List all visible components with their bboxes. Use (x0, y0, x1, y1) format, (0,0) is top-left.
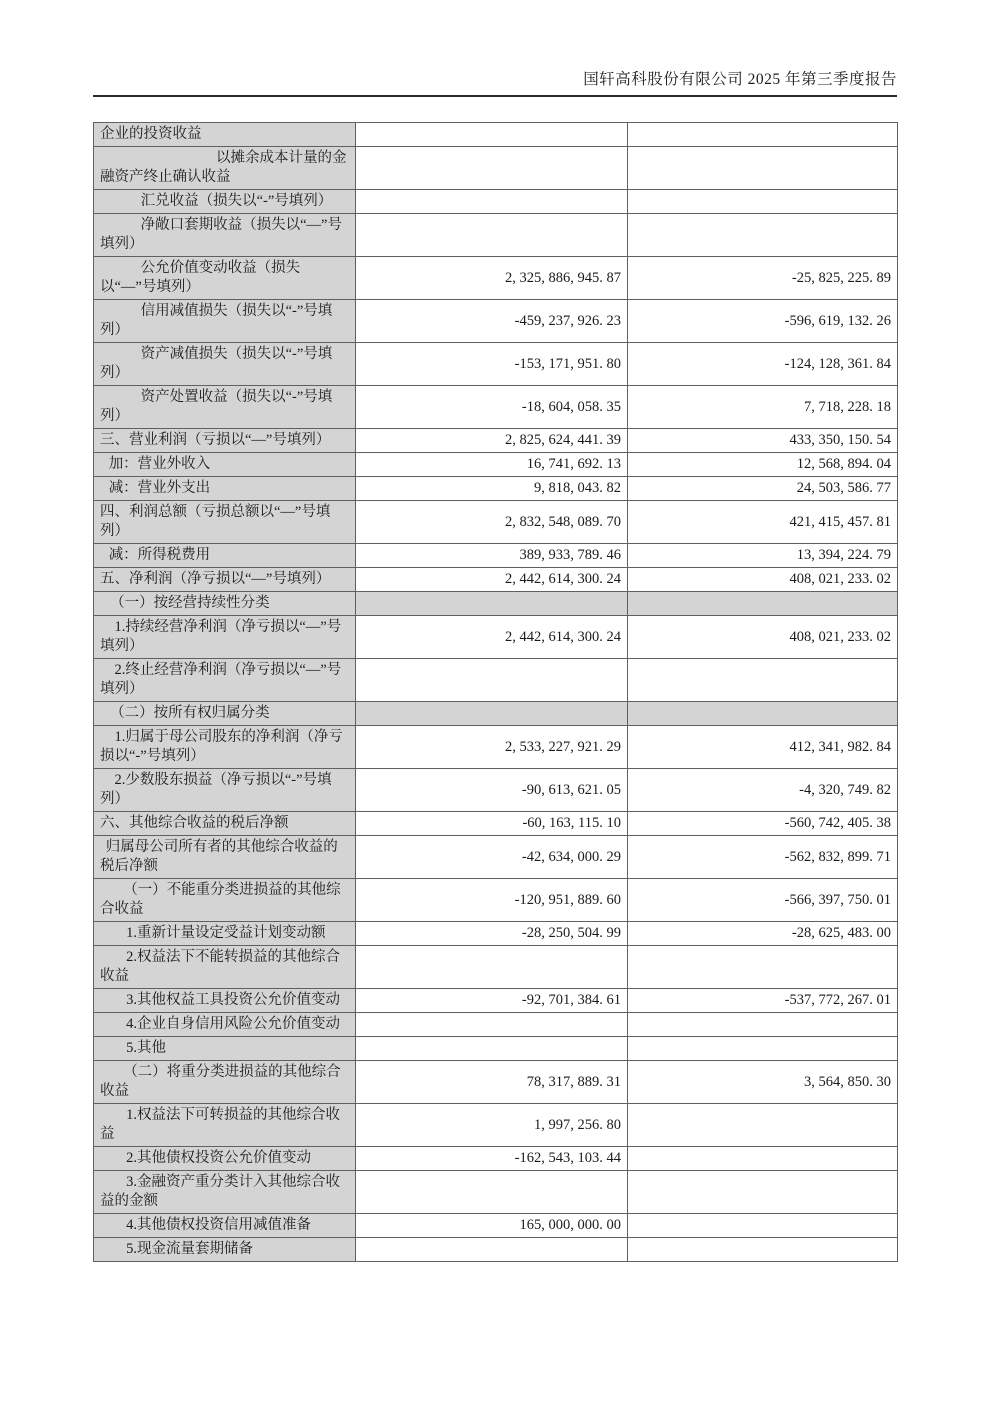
row-value-prior-period (628, 1037, 898, 1061)
row-value-current-period: -92, 701, 384. 61 (356, 989, 628, 1013)
row-value-current-period (356, 702, 628, 726)
row-value-current-period (356, 147, 628, 190)
table-row (94, 147, 898, 190)
row-label: 4.企业自身信用风险公允价值变动 (94, 1013, 356, 1037)
row-label: 减：所得税费用 (94, 544, 356, 568)
row-label: （一）按经营持续性分类 (94, 592, 356, 616)
report-header-title: 国轩高科股份有限公司 2025 年第三季度报告 (93, 70, 897, 97)
row-label: 5.其他 (94, 1037, 356, 1061)
row-label: （一）不能重分类进损益的其他综合收益 (94, 879, 356, 922)
row-label: 以摊余成本计量的金融资产终止确认收益 (94, 147, 356, 190)
table-row (94, 836, 898, 879)
row-value-current-period: 2, 442, 614, 300. 24 (356, 616, 628, 659)
row-value-prior-period: 7, 718, 228. 18 (628, 386, 898, 429)
row-value-current-period (356, 1171, 628, 1214)
row-value-current-period: 78, 317, 889. 31 (356, 1061, 628, 1104)
table-row (94, 946, 898, 989)
row-label: 净敞口套期收益（损失以“—”号填列） (94, 214, 356, 257)
table-row (94, 1037, 898, 1061)
row-value-current-period (356, 946, 628, 989)
row-value-prior-period: 433, 350, 150. 54 (628, 429, 898, 453)
table-row (94, 453, 898, 477)
row-label: 1.归属于母公司股东的净利润（净亏损以“-”号填列） (94, 726, 356, 769)
row-value-current-period: -459, 237, 926. 23 (356, 300, 628, 343)
row-value-current-period: 165, 000, 000. 00 (356, 1214, 628, 1238)
row-label: 信用减值损失（损失以“-”号填列） (94, 300, 356, 343)
row-value-current-period (356, 123, 628, 147)
table-row (94, 812, 898, 836)
table-row (94, 343, 898, 386)
row-value-current-period: 2, 325, 886, 945. 87 (356, 257, 628, 300)
row-label: 资产处置收益（损失以“-”号填列） (94, 386, 356, 429)
row-value-prior-period: -28, 625, 483. 00 (628, 922, 898, 946)
row-value-prior-period (628, 1147, 898, 1171)
table-row (94, 429, 898, 453)
table-row (94, 922, 898, 946)
row-value-prior-period: -562, 832, 899. 71 (628, 836, 898, 879)
row-label: 2.终止经营净利润（净亏损以“—”号填列） (94, 659, 356, 702)
row-label: 3.其他权益工具投资公允价值变动 (94, 989, 356, 1013)
row-label: 2.其他债权投资公允价值变动 (94, 1147, 356, 1171)
table-row (94, 879, 898, 922)
table-row (94, 1061, 898, 1104)
row-value-prior-period (628, 946, 898, 989)
report-page (93, 0, 897, 1262)
row-value-prior-period: 24, 503, 586. 77 (628, 477, 898, 501)
row-value-prior-period: -4, 320, 749. 82 (628, 769, 898, 812)
table-row (94, 214, 898, 257)
row-value-prior-period: 12, 568, 894. 04 (628, 453, 898, 477)
row-value-current-period (356, 1013, 628, 1037)
row-value-current-period (356, 1037, 628, 1061)
row-label: 六、其他综合收益的税后净额 (94, 812, 356, 836)
row-value-prior-period (628, 1104, 898, 1147)
row-label: 归属母公司所有者的其他综合收益的税后净额 (94, 836, 356, 879)
row-value-prior-period: 421, 415, 457. 81 (628, 501, 898, 544)
row-value-current-period: 2, 832, 548, 089. 70 (356, 501, 628, 544)
row-value-prior-period (628, 190, 898, 214)
row-value-current-period: -28, 250, 504. 99 (356, 922, 628, 946)
row-value-current-period (356, 190, 628, 214)
table-row (94, 659, 898, 702)
row-value-current-period: -162, 543, 103. 44 (356, 1147, 628, 1171)
row-value-current-period (356, 592, 628, 616)
row-value-prior-period (628, 214, 898, 257)
row-value-prior-period (628, 123, 898, 147)
table-body (94, 123, 898, 1262)
row-value-prior-period (628, 592, 898, 616)
table-row (94, 1238, 898, 1262)
row-value-prior-period (628, 1171, 898, 1214)
table-row (94, 501, 898, 544)
row-label: 1.重新计量设定受益计划变动额 (94, 922, 356, 946)
row-label: 1.权益法下可转损益的其他综合收益 (94, 1104, 356, 1147)
row-value-current-period: -90, 613, 621. 05 (356, 769, 628, 812)
table-row (94, 190, 898, 214)
table-row (94, 544, 898, 568)
table-row (94, 568, 898, 592)
row-value-prior-period: -560, 742, 405. 38 (628, 812, 898, 836)
row-label: 减：营业外支出 (94, 477, 356, 501)
row-value-prior-period: 408, 021, 233. 02 (628, 616, 898, 659)
row-value-current-period: -120, 951, 889. 60 (356, 879, 628, 922)
table-row (94, 123, 898, 147)
row-value-current-period: 2, 825, 624, 441. 39 (356, 429, 628, 453)
row-label: （二）将重分类进损益的其他综合收益 (94, 1061, 356, 1104)
table-row (94, 616, 898, 659)
row-value-current-period (356, 214, 628, 257)
row-value-prior-period (628, 659, 898, 702)
row-value-prior-period: 412, 341, 982. 84 (628, 726, 898, 769)
row-value-prior-period: -596, 619, 132. 26 (628, 300, 898, 343)
row-label: 2.权益法下不能转损益的其他综合收益 (94, 946, 356, 989)
row-value-current-period: 2, 442, 614, 300. 24 (356, 568, 628, 592)
row-label: 加：营业外收入 (94, 453, 356, 477)
table-row (94, 726, 898, 769)
table-row (94, 257, 898, 300)
row-value-current-period: 16, 741, 692. 13 (356, 453, 628, 477)
row-value-prior-period (628, 1013, 898, 1037)
row-label: 公允价值变动收益（损失以“—”号填列） (94, 257, 356, 300)
row-value-prior-period: -25, 825, 225. 89 (628, 257, 898, 300)
row-value-prior-period: -537, 772, 267. 01 (628, 989, 898, 1013)
row-label: 1.持续经营净利润（净亏损以“—”号填列） (94, 616, 356, 659)
row-value-current-period (356, 659, 628, 702)
table-row (94, 477, 898, 501)
row-value-current-period: -42, 634, 000. 29 (356, 836, 628, 879)
table-row (94, 1214, 898, 1238)
row-label: （二）按所有权归属分类 (94, 702, 356, 726)
row-label: 三、营业利润（亏损以“—”号填列） (94, 429, 356, 453)
row-value-prior-period (628, 702, 898, 726)
row-value-prior-period: 13, 394, 224. 79 (628, 544, 898, 568)
row-value-current-period (356, 1238, 628, 1262)
row-label: 四、利润总额（亏损总额以“—”号填列） (94, 501, 356, 544)
row-value-current-period: 2, 533, 227, 921. 29 (356, 726, 628, 769)
row-value-current-period: 9, 818, 043. 82 (356, 477, 628, 501)
table-row (94, 769, 898, 812)
row-label: 4.其他债权投资信用减值准备 (94, 1214, 356, 1238)
table-row (94, 1171, 898, 1214)
row-value-prior-period (628, 1214, 898, 1238)
table-row (94, 300, 898, 343)
row-value-current-period: -60, 163, 115. 10 (356, 812, 628, 836)
row-value-current-period: -18, 604, 058. 35 (356, 386, 628, 429)
table-row (94, 1013, 898, 1037)
row-label: 汇兑收益（损失以“-”号填列） (94, 190, 356, 214)
row-label: 2.少数股东损益（净亏损以“-”号填列） (94, 769, 356, 812)
row-label: 五、净利润（净亏损以“—”号填列） (94, 568, 356, 592)
income-statement-table (93, 122, 898, 1262)
table-row (94, 1147, 898, 1171)
row-value-current-period: 1, 997, 256. 80 (356, 1104, 628, 1147)
row-value-prior-period: 3, 564, 850. 30 (628, 1061, 898, 1104)
row-label: 企业的投资收益 (94, 123, 356, 147)
table-row (94, 592, 898, 616)
row-value-prior-period: -124, 128, 361. 84 (628, 343, 898, 386)
row-value-prior-period (628, 147, 898, 190)
table-row (94, 702, 898, 726)
row-value-prior-period: -566, 397, 750. 01 (628, 879, 898, 922)
row-value-current-period: 389, 933, 789. 46 (356, 544, 628, 568)
table-row (94, 1104, 898, 1147)
row-value-prior-period: 408, 021, 233. 02 (628, 568, 898, 592)
row-value-current-period: -153, 171, 951. 80 (356, 343, 628, 386)
row-label: 5.现金流量套期储备 (94, 1238, 356, 1262)
row-label: 3.金融资产重分类计入其他综合收益的金额 (94, 1171, 356, 1214)
row-value-prior-period (628, 1238, 898, 1262)
table-row (94, 989, 898, 1013)
row-label: 资产减值损失（损失以“-”号填列） (94, 343, 356, 386)
table-row (94, 386, 898, 429)
